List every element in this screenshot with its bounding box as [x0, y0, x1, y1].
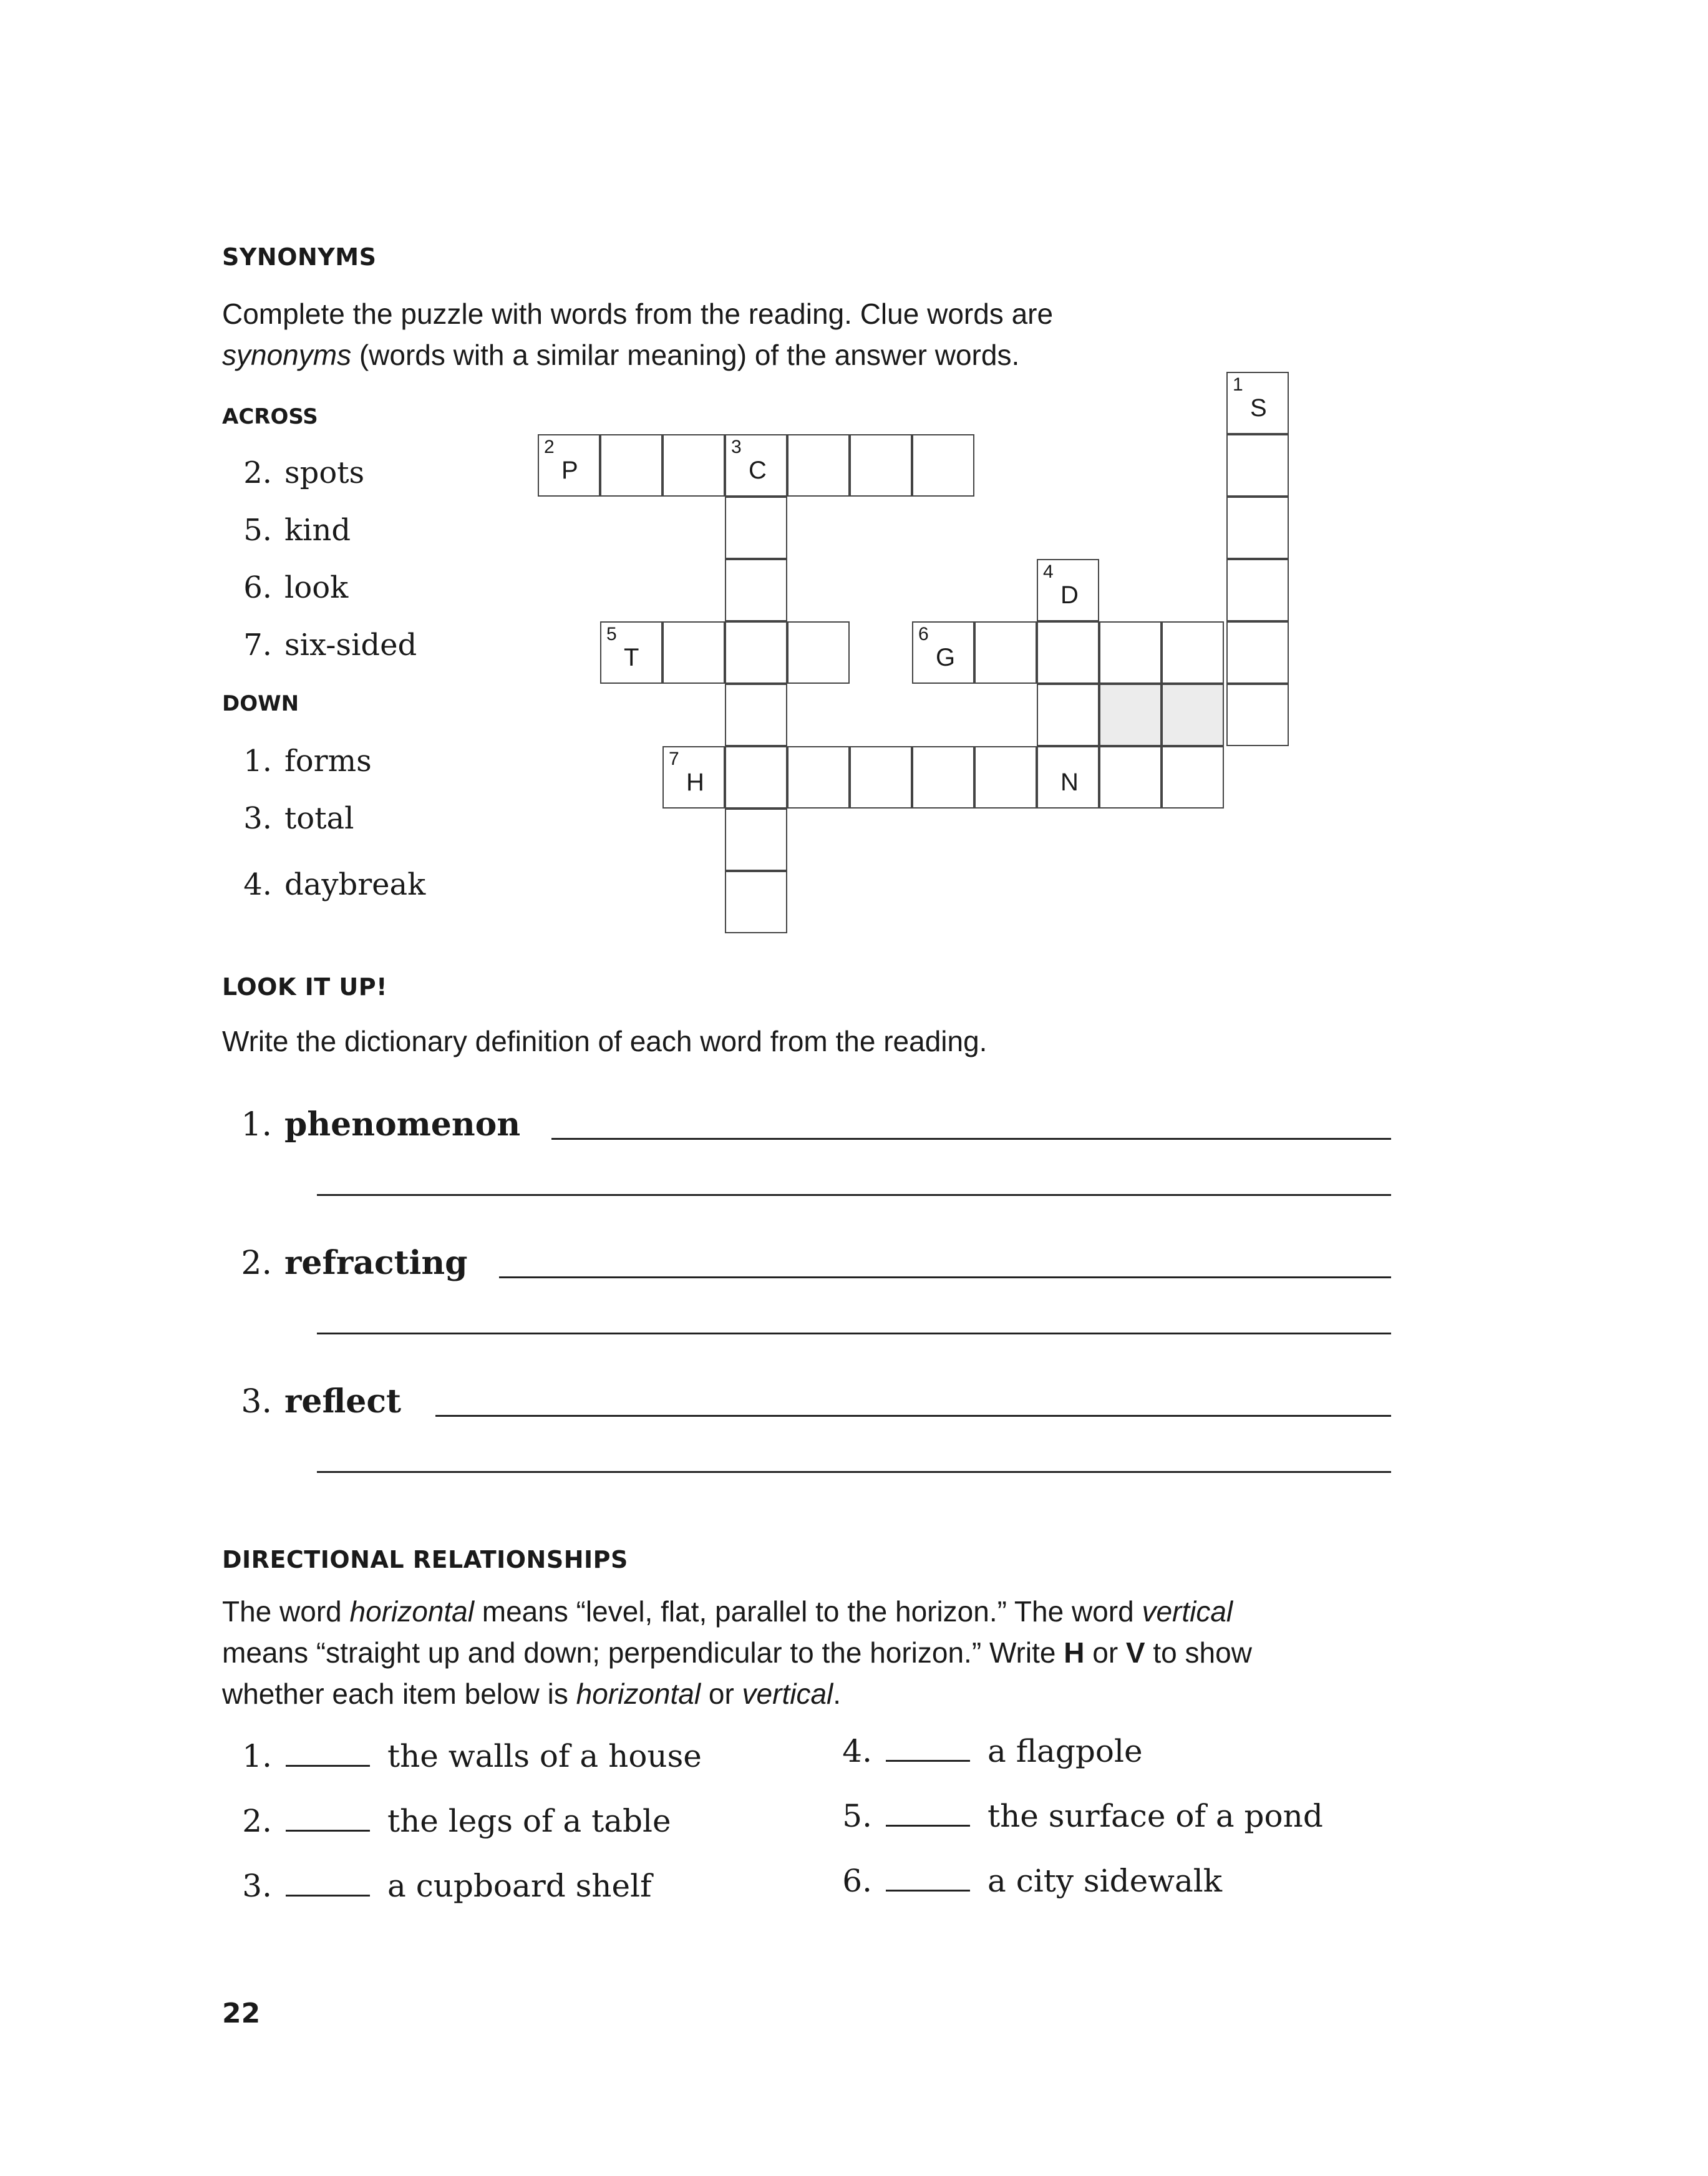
crossword-cell[interactable]	[1099, 746, 1162, 809]
cell-letter: C	[749, 457, 767, 484]
definition-line[interactable]	[551, 1138, 1391, 1140]
crossword-cell[interactable]	[538, 434, 600, 497]
cell-number: 3	[731, 437, 742, 457]
hv-number: 3.	[242, 1868, 272, 1904]
hv-item	[822, 1733, 1143, 1769]
crossword-cell[interactable]	[725, 434, 787, 497]
definition-line[interactable]	[317, 1333, 1391, 1334]
answer-blank[interactable]	[286, 1871, 370, 1897]
cell-letter: P	[561, 457, 578, 484]
hv-item	[822, 1798, 1323, 1834]
shaded-cell	[1162, 684, 1224, 746]
across-clue	[222, 628, 417, 663]
crossword-cell[interactable]	[725, 497, 787, 559]
cell-letter: G	[936, 644, 956, 671]
bold-letter: V	[1125, 1636, 1145, 1669]
hv-number: 4.	[842, 1733, 872, 1769]
text-run: to show	[1145, 1636, 1252, 1669]
text-run: or	[701, 1678, 742, 1710]
clue-number: 5.	[243, 513, 272, 548]
crossword-cell[interactable]	[1037, 746, 1099, 809]
down-clue	[222, 801, 354, 836]
crossword-cell[interactable]	[600, 434, 662, 497]
crossword-cell[interactable]	[725, 621, 787, 684]
answer-blank[interactable]	[886, 1866, 970, 1892]
clue-text: six-sided	[284, 628, 417, 663]
clue-text: daybreak	[284, 867, 426, 902]
italic-term: horizontal	[576, 1678, 701, 1710]
lookup-number: 1.	[241, 1106, 272, 1144]
across-label: ACROSS	[222, 404, 318, 429]
synonyms-instruction-rest: (words with a similar meaning) of the answer words.	[351, 339, 1020, 371]
directional-line-3	[222, 1673, 1252, 1714]
definition-line[interactable]	[317, 1194, 1391, 1196]
clue-text: total	[284, 801, 354, 836]
lookup-word: reflect	[284, 1382, 402, 1421]
crossword-cell[interactable]	[1226, 621, 1289, 684]
definition-line[interactable]	[435, 1415, 1391, 1417]
text-run: whether each item below is	[222, 1678, 576, 1710]
lookup-word: phenomenon	[284, 1105, 521, 1144]
lookup-item	[222, 1105, 520, 1144]
crossword-cell[interactable]	[787, 434, 850, 497]
hv-item	[222, 1868, 652, 1904]
text-run: .	[833, 1678, 842, 1710]
lookup-number: 3.	[241, 1383, 272, 1421]
crossword-cell[interactable]	[1162, 621, 1224, 684]
synonyms-instruction-line2	[222, 334, 1053, 376]
cell-number: 2	[544, 437, 555, 457]
lookup-instruction: Write the dictionary definition of each word from the reading.	[222, 1025, 987, 1057]
definition-line[interactable]	[317, 1471, 1391, 1473]
crossword-cell[interactable]	[1099, 621, 1162, 684]
cell-number: 4	[1043, 561, 1054, 582]
text-run: or	[1084, 1636, 1126, 1669]
answer-blank[interactable]	[286, 1741, 370, 1767]
cell-letter: D	[1060, 581, 1079, 609]
hv-number: 2.	[242, 1803, 272, 1839]
down-clue	[222, 744, 372, 779]
hv-text: the surface of a pond	[987, 1798, 1323, 1834]
italic-term: vertical	[742, 1678, 833, 1710]
hv-number: 6.	[842, 1863, 872, 1899]
cell-number: 5	[606, 624, 617, 644]
crossword-cell[interactable]	[787, 621, 850, 684]
answer-blank[interactable]	[886, 1736, 970, 1762]
cell-letter: H	[686, 769, 704, 796]
crossword-cell[interactable]	[725, 746, 787, 809]
hv-text: the legs of a table	[387, 1803, 671, 1839]
hv-number: 5.	[842, 1798, 872, 1834]
across-clue	[222, 455, 364, 490]
crossword-cell[interactable]	[725, 684, 787, 746]
hv-item	[222, 1803, 671, 1839]
text-run: means “level, flat, parallel to the horizon.” The word	[473, 1595, 1142, 1628]
answer-blank[interactable]	[286, 1806, 370, 1832]
crossword-cell[interactable]	[850, 434, 912, 497]
lookup-number: 2.	[241, 1245, 272, 1282]
cell-letter: T	[624, 644, 639, 671]
crossword-cell[interactable]	[974, 621, 1037, 684]
crossword-cell[interactable]	[1226, 684, 1289, 746]
cell-letter: S	[1250, 394, 1267, 422]
lookup-title: LOOK IT UP!	[222, 973, 387, 1001]
crossword-cell[interactable]	[600, 621, 662, 684]
crossword-cell[interactable]	[1226, 559, 1289, 621]
across-clue	[222, 513, 351, 548]
crossword-cell[interactable]	[662, 746, 725, 809]
clue-number: 4.	[243, 867, 272, 902]
crossword-cell[interactable]	[1162, 746, 1224, 809]
cell-number: 1	[1233, 374, 1243, 395]
hv-text: a flagpole	[987, 1733, 1143, 1769]
lookup-item	[222, 1244, 468, 1282]
crossword-cell[interactable]	[1226, 434, 1289, 497]
hv-text: a cupboard shelf	[387, 1868, 652, 1904]
clue-text: kind	[284, 513, 351, 548]
shaded-cell	[1099, 684, 1162, 746]
clue-number: 3.	[243, 801, 272, 836]
hv-text: a city sidewalk	[987, 1863, 1223, 1899]
lookup-item	[222, 1382, 401, 1421]
crossword-cell[interactable]	[1037, 684, 1099, 746]
italic-term: horizontal	[349, 1595, 474, 1628]
clue-number: 2.	[243, 455, 272, 490]
definition-line[interactable]	[499, 1276, 1391, 1278]
crossword-cell[interactable]	[974, 746, 1037, 809]
down-label: DOWN	[222, 691, 299, 716]
across-clue	[222, 570, 348, 605]
clue-number: 6.	[243, 570, 272, 605]
cell-letter: N	[1060, 769, 1079, 796]
answer-blank[interactable]	[886, 1801, 970, 1827]
hv-number: 1.	[242, 1738, 272, 1774]
hv-text: the walls of a house	[387, 1738, 702, 1774]
clue-number: 7.	[243, 628, 272, 663]
hv-item	[222, 1738, 702, 1774]
crossword-cell[interactable]	[1037, 559, 1099, 621]
crossword-cell[interactable]	[725, 559, 787, 621]
text-run: The word	[222, 1595, 350, 1628]
crossword-cell[interactable]	[1226, 372, 1289, 434]
clue-text: forms	[284, 744, 372, 779]
crossword-cell[interactable]	[1226, 497, 1289, 559]
down-clue	[222, 867, 425, 902]
crossword-cell[interactable]	[912, 746, 974, 809]
bold-letter: H	[1064, 1636, 1085, 1669]
synonyms-instruction	[222, 293, 1053, 376]
directional-line-2	[222, 1632, 1252, 1673]
crossword-cell[interactable]	[725, 809, 787, 871]
crossword-cell[interactable]	[662, 434, 725, 497]
italic-term: vertical	[1142, 1595, 1233, 1628]
clue-text: spots	[284, 455, 365, 490]
crossword-cell[interactable]	[912, 621, 974, 684]
crossword-cell[interactable]	[850, 746, 912, 809]
directional-title: DIRECTIONAL RELATIONSHIPS	[222, 1546, 628, 1573]
synonyms-title: SYNONYMS	[222, 243, 377, 271]
crossword-cell[interactable]	[662, 621, 725, 684]
crossword-cell[interactable]	[725, 871, 787, 933]
crossword-cell[interactable]	[912, 434, 974, 497]
cell-number: 6	[918, 624, 929, 644]
hv-item	[822, 1863, 1222, 1899]
text-run: means “straight up and down; perpendicular to the horizon.” Write	[222, 1636, 1064, 1669]
crossword-cell[interactable]	[787, 746, 850, 809]
synonyms-instruction-line1: Complete the puzzle with words from the reading. Clue words are	[222, 298, 1054, 330]
directional-line-1	[222, 1591, 1252, 1632]
clue-text: look	[284, 570, 349, 605]
synonyms-italic: synonyms	[222, 339, 352, 371]
directional-instruction	[222, 1591, 1252, 1714]
cell-number: 7	[669, 749, 679, 769]
clue-number: 1.	[243, 744, 272, 779]
page-number: 22	[222, 1998, 261, 2029]
lookup-word: refracting	[284, 1244, 468, 1282]
crossword-cell[interactable]	[1037, 621, 1099, 684]
